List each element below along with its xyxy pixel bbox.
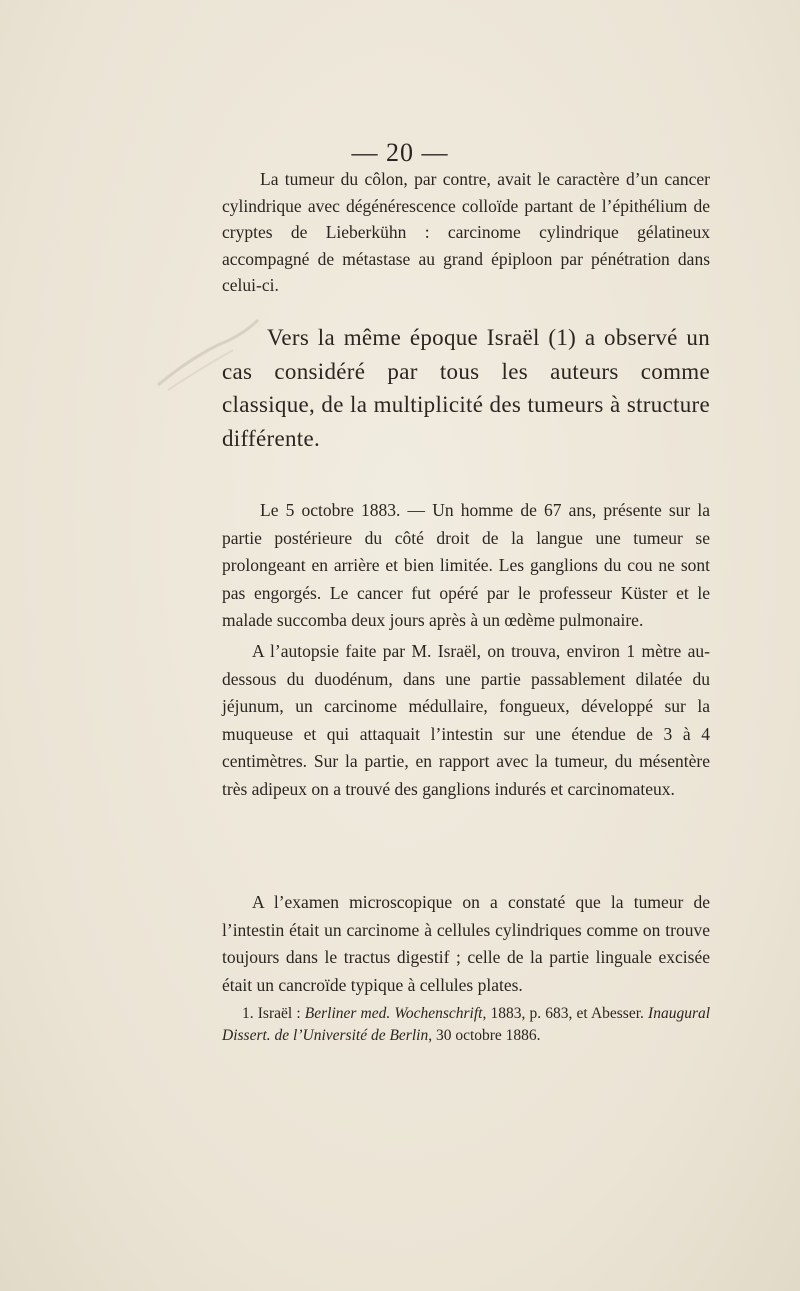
footnote-thesis: Inaugural Dissert. de l’Université de Berlin [222,1005,711,1044]
footnote [222,1003,710,1047]
footnote-reference: , 1883, p. 683, et Abesser. [482,1005,644,1022]
footnote-journal: Berliner med. Wochenschrift [304,1005,483,1022]
footnote-author: Israël : [257,1005,301,1022]
paragraph-case-history: Le 5 octobre 1883. — Un homme de 67 ans, présente sur la partie postérieure du côté droit de la langue une tumeur se prolongeant en arrière et bien limitée. Les ganglions du cou ne sont pas engorgés. Le cancer fut opéré par le professeur Küster et le malade succomba deux jours après à un œdème pulmonaire. [222,500,710,631]
paragraph-israel-case: Vers la même époque Israël (1) a observé un cas considéré par tous les auteurs comme classique, de la multiplicité des tumeurs à structure différente. [222,325,710,451]
paragraph-colon-tumor: La tumeur du côlon, par contre, avait le caractère d’un cancer cylindrique avec dégénérescence colloïde partant de l’épithélium de cryptes de Lieberkühn : carcinome cylindrique gélatineux accompagné de métastase au grand épiploon par pénétration dans celui-ci. [222,169,710,295]
paragraph-microscopy: A l’examen microscopique on a constaté que la tumeur de l’intestin était un carcinome à cellules cylindriques comme on trouve toujours dans le tractus digestif ; celle de la partie linguale excisée était un cancroïde typique à cellules plates. [222,892,710,995]
footnote-date: , 30 octobre 1886. [428,1027,541,1044]
page-number: — 20 — [351,138,449,167]
footnote-number: 1. [242,1005,254,1022]
paragraph-autopsy: A l’autopsie faite par M. Israël, on trouva, environ 1 mètre au-dessous du duodénum, dans une partie passablement dilatée du jéjunum, un carcinome médullaire, fongueux, développé sur la muqueuse et qui attaquait l’intestin sur une étendue de 3 à 4 centimètres. Sur la partie, en rapport avec la tumeur, du mésentère très adipeux on a trouvé des ganglions indurés et carcinomateux. [222,641,710,799]
